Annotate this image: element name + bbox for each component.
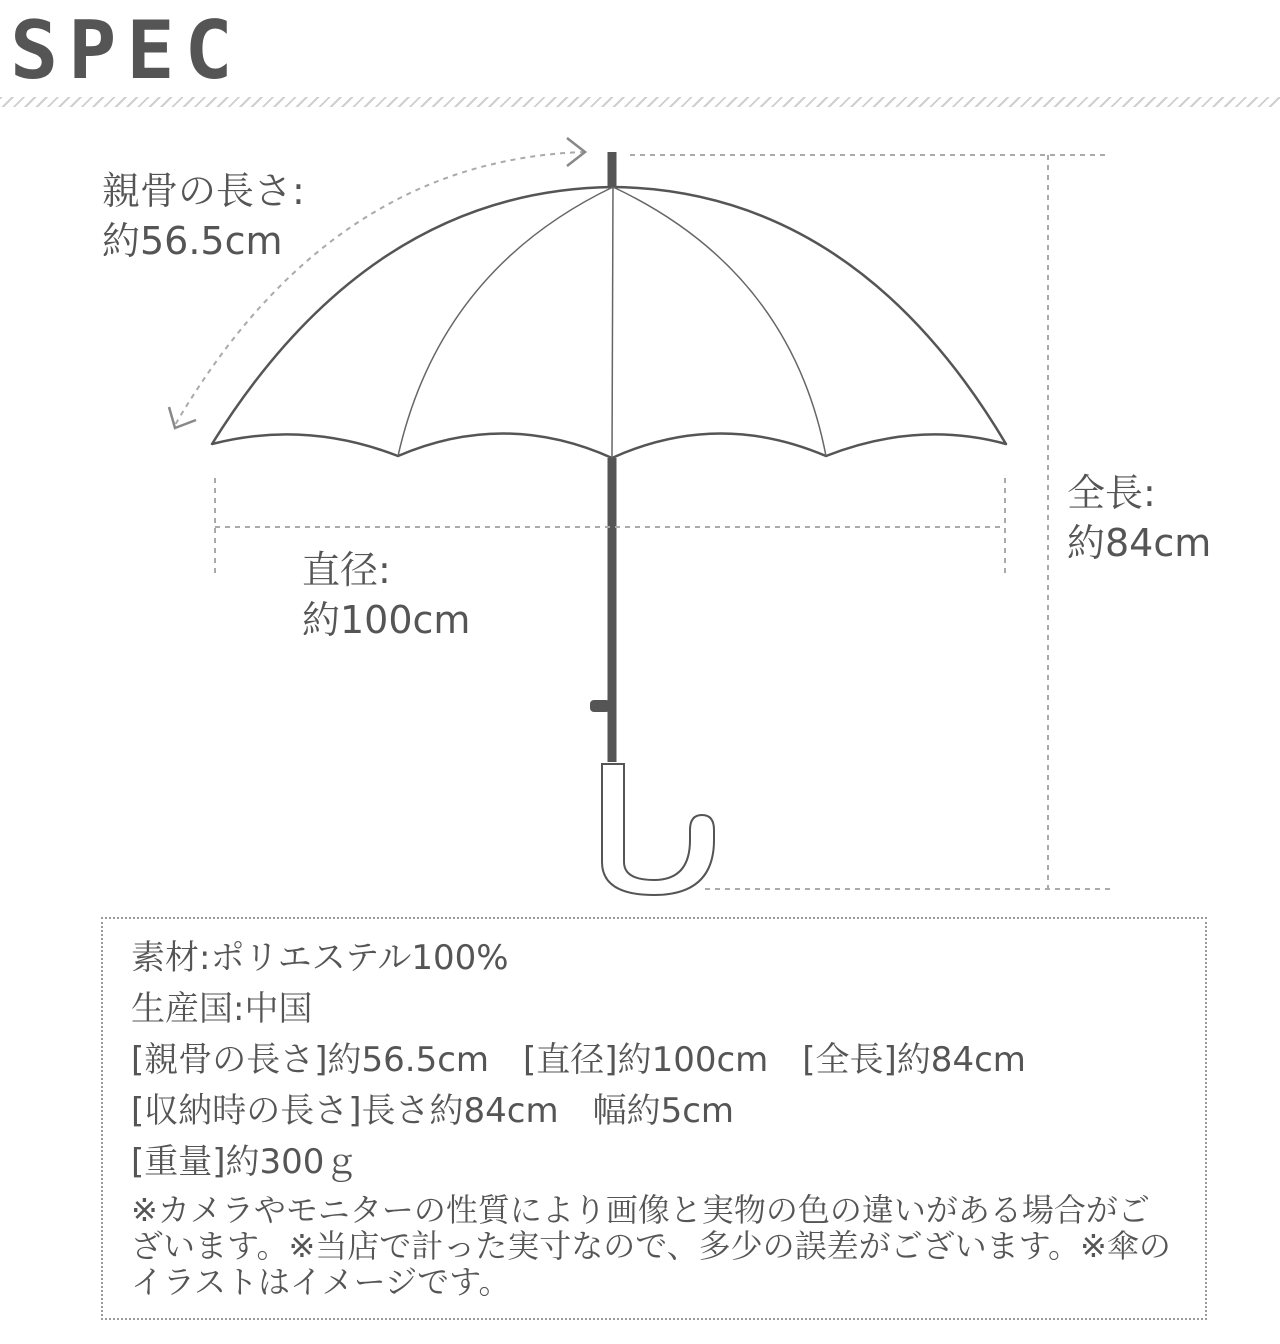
spec-material: 素材:ポリエステル100% [131, 938, 509, 978]
rib-length-value: 約56.5cm [102, 219, 283, 263]
spec-box [101, 917, 1207, 1320]
rib-length-title: 親骨の長さ: [102, 169, 305, 213]
diameter-title: 直径: [302, 548, 391, 592]
umbrella-rib [612, 187, 613, 458]
spec-note: ※カメラやモニターの性質により画像と実物の色の違いがある場合がございます。※当店で計った実寸なので、多少の誤差がございます。※傘のイラストはイメージです。 [131, 1191, 1171, 1301]
total-length-value: 約84cm [1067, 521, 1212, 565]
spec-heading: SPEC [10, 4, 243, 97]
rib-length-label [102, 166, 305, 266]
total-length-label [1067, 468, 1211, 568]
spec-origin: 生産国:中国 [131, 989, 313, 1029]
umbrella-runner [590, 700, 610, 712]
diameter-label [302, 545, 470, 645]
total-length-title: 全長: [1067, 471, 1156, 515]
arrow-down-left-icon [169, 407, 196, 428]
umbrella-rib [398, 187, 613, 456]
umbrella-rib [613, 187, 826, 456]
spec-folded: [収納時の長さ]長さ約84cm 幅約5cm [131, 1091, 735, 1131]
spec-sizes: [親骨の長さ]約56.5cm [直径]約100cm [全長]約84cm [131, 1040, 1026, 1080]
diameter-value: 約100cm [302, 598, 471, 642]
umbrella-handle [602, 764, 714, 895]
spec-weight: [重量]約300ｇ [131, 1142, 359, 1182]
umbrella-canopy [212, 187, 1006, 458]
